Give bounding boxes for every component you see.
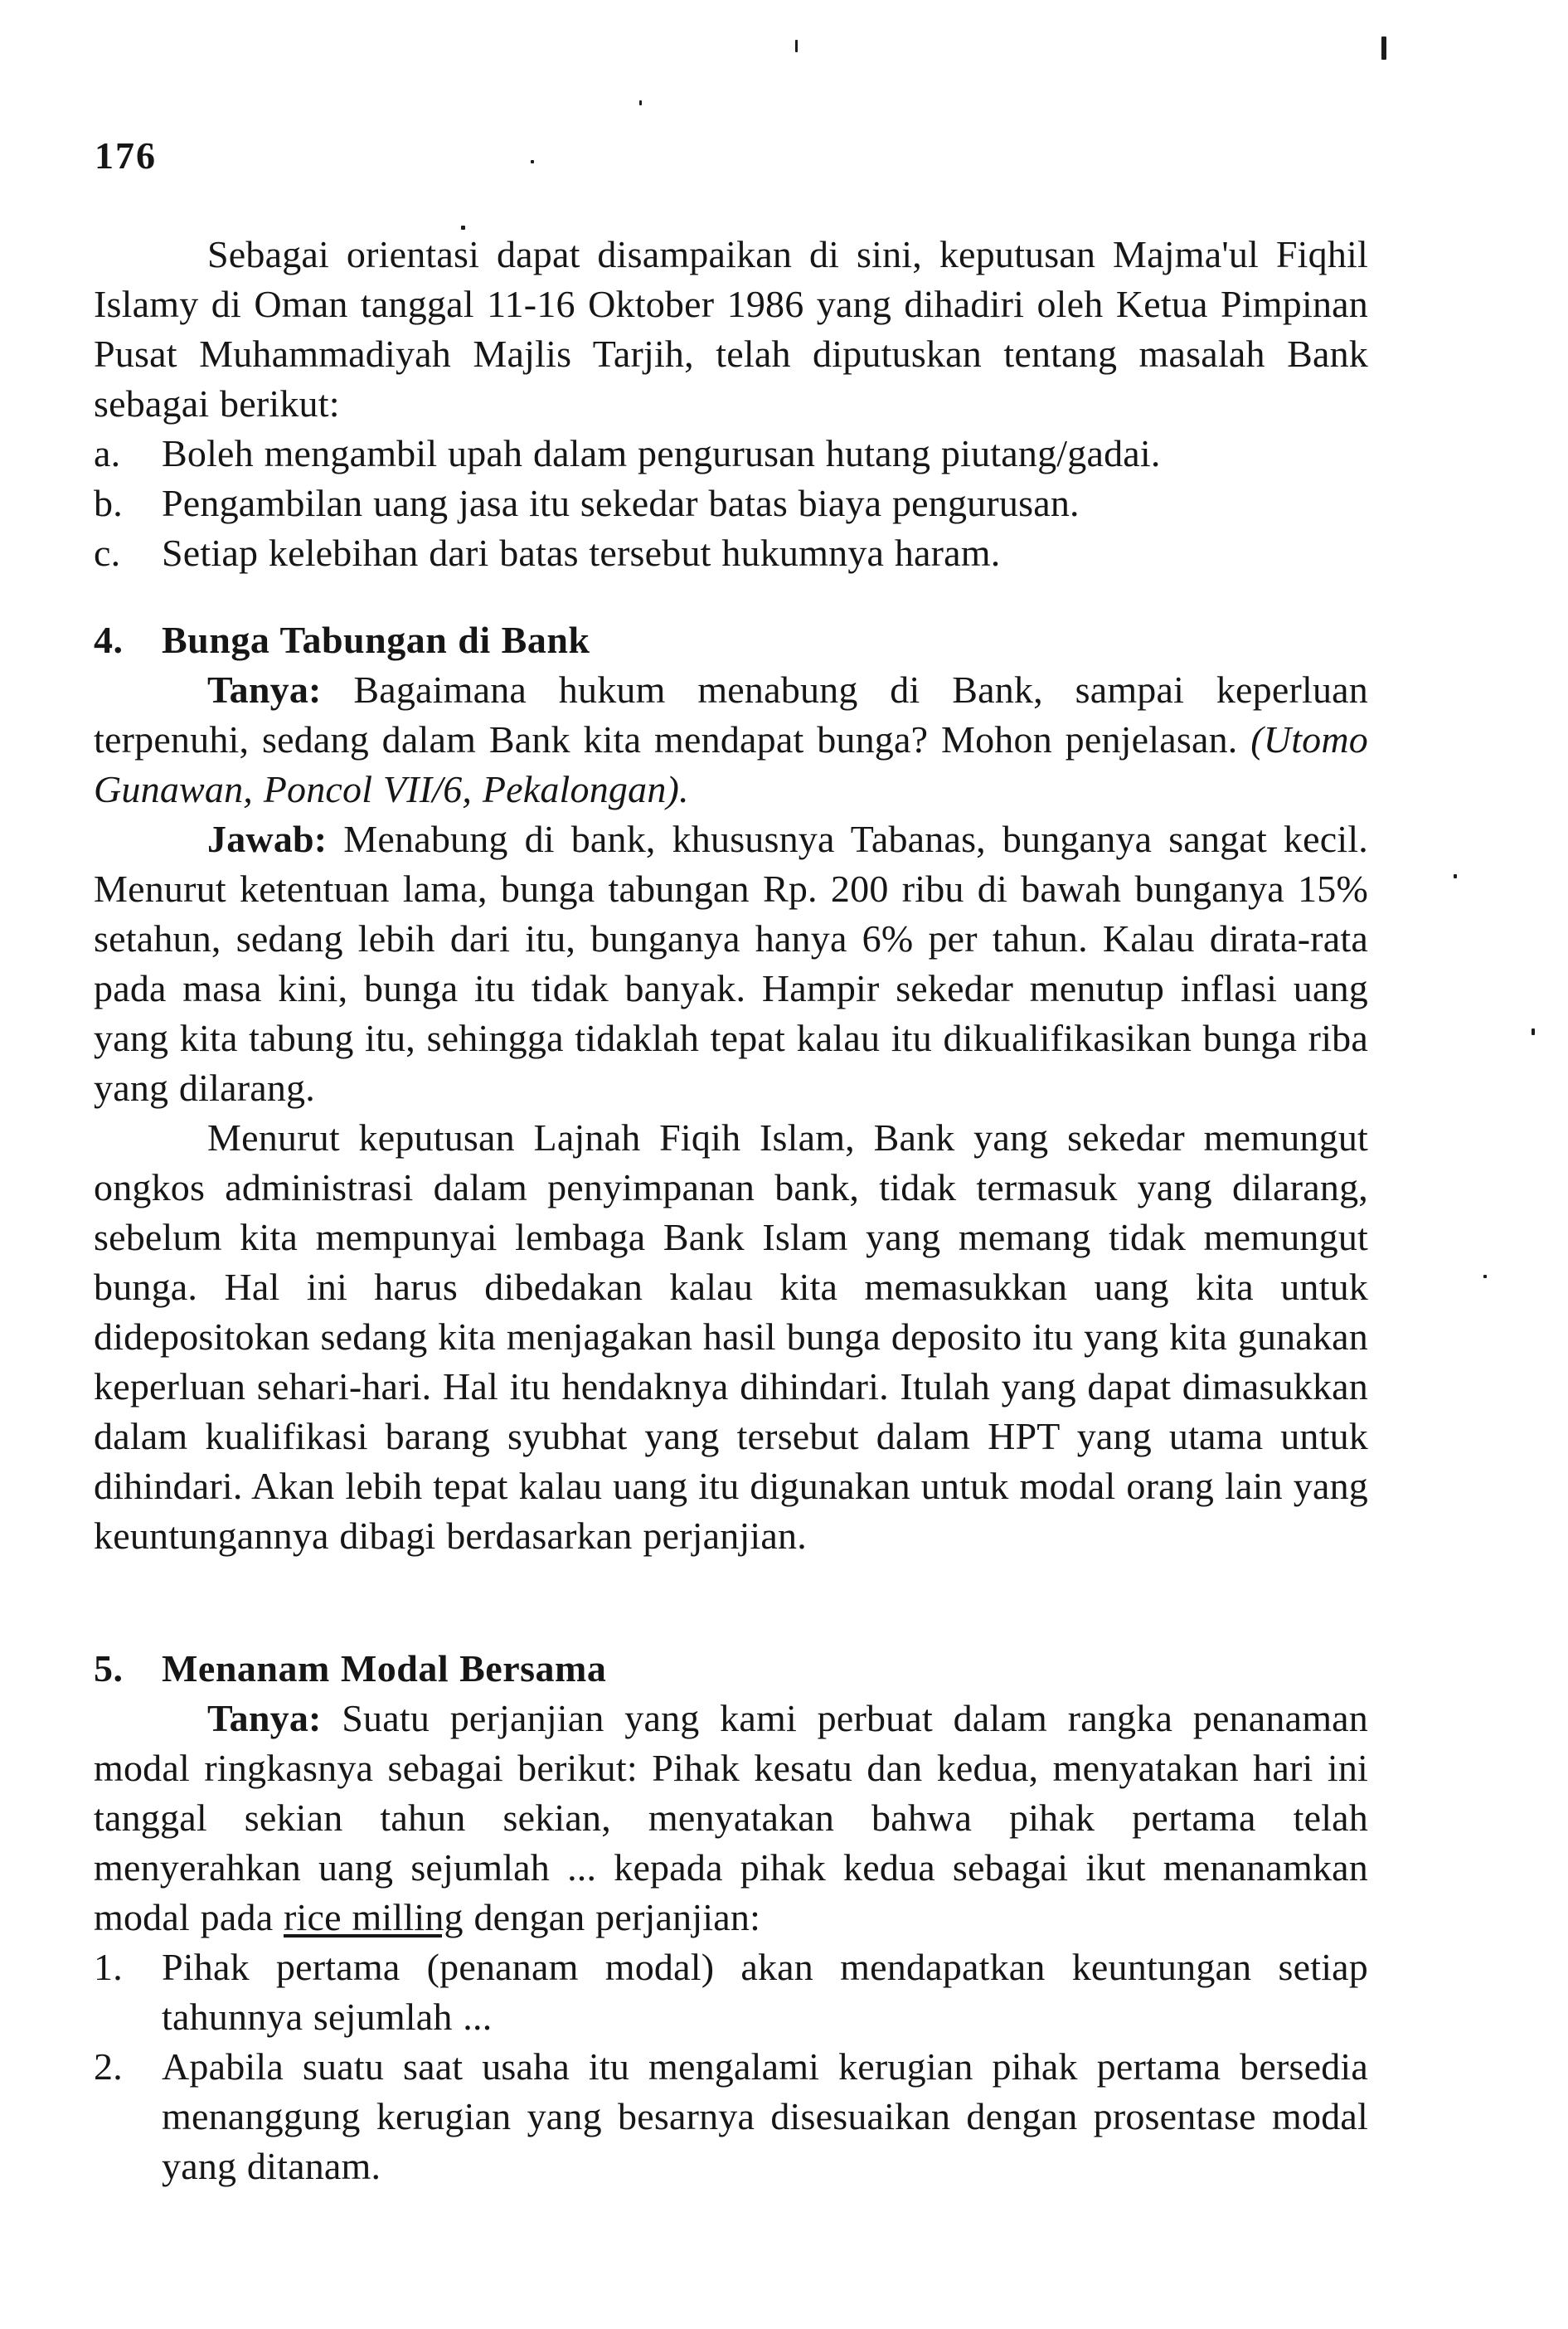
section-5-heading bbox=[94, 1644, 1368, 1694]
question-source: (Utomo Gunawan, Poncol VII/6, Pekalongan). bbox=[94, 718, 1368, 810]
section-title: Menanam Modal Bersama bbox=[162, 1647, 607, 1690]
question-text: Bagaimana hukum menabung di Bank, sampai keperluan terpenuhi, sedang dalam Bank kita mendapat bunga? Mohon penjelasan. bbox=[94, 669, 1368, 761]
question-text-after: dengan perjanjian: bbox=[463, 1896, 761, 1938]
page-number: 176 bbox=[95, 134, 157, 177]
agreement-item-2 bbox=[94, 2042, 1368, 2191]
underlined-term: rice milling bbox=[284, 1896, 464, 1938]
answer-label: Jawab: bbox=[207, 818, 328, 860]
section-4-heading bbox=[94, 615, 1368, 665]
question-label: Tanya: bbox=[207, 669, 322, 711]
scan-artifact bbox=[1381, 36, 1386, 60]
list-item-text: Pihak pertama (penanam modal) akan mendapatkan keuntungan setiap tahunnya sejumlah ... bbox=[162, 1946, 1368, 2038]
scan-artifact bbox=[1483, 1275, 1487, 1278]
ruling-item-a bbox=[94, 429, 1368, 479]
section-title: Bunga Tabungan di Bank bbox=[162, 619, 590, 661]
scan-artifact bbox=[1454, 874, 1457, 878]
list-item-text: Setiap kelebihan dari batas tersebut hukumnya haram. bbox=[162, 532, 1001, 574]
list-marker: 2. bbox=[94, 2045, 123, 2088]
list-item-text: Boleh mengambil upah dalam pengurusan hutang piutang/gadai. bbox=[162, 432, 1161, 474]
ruling-item-c bbox=[94, 528, 1368, 578]
scan-artifact bbox=[795, 40, 798, 52]
ruling-item-b bbox=[94, 479, 1368, 528]
scan-artifact bbox=[1532, 1028, 1535, 1035]
scan-artifact bbox=[531, 160, 534, 163]
intro-paragraph: Sebagai orientasi dapat disampaikan di sini, keputusan Majma'ul Fiqhil Islamy di Oman tanggal 11-16 Oktober 1986 yang dihadiri oleh Ketua Pimpinan Pusat Muhammadiyah Majlis Tarjih, telah diputuskan tentang masalah Bank sebagai berikut: bbox=[94, 233, 1368, 425]
answer-text: Menabung di bank, khususnya Tabanas, bunganya sangat kecil. Menurut ketentuan lama, bunga tabungan Rp. 200 ribu di bawah bunganya 15% setahun, sedang lebih dari itu, bunganya hanya 6% per tahun. Kalau dirata-rata pada masa kini, bunga itu tidak banyak. Hampir sekedar menutup inflasi uang yang kita tabung itu, sehingga tidaklah tepat kalau itu dikualifikasikan bunga riba yang dilarang. bbox=[94, 818, 1368, 1109]
page-body bbox=[94, 230, 1368, 2191]
agreement-item-1 bbox=[94, 1942, 1368, 2042]
list-marker: a. bbox=[94, 432, 121, 474]
section-number: 5. bbox=[94, 1647, 124, 1690]
list-item-text: Apabila suatu saat usaha itu mengalami kerugian pihak pertama bersedia menanggung kerugian yang besarnya disesuaikan dengan prosentase modal yang ditanam. bbox=[162, 2045, 1368, 2187]
section-4-answer-paragraph-2: Menurut keputusan Lajnah Fiqih Islam, Bank yang sekedar memungut ongkos administrasi dalam penyimpanan bank, tidak termasuk yang dilarang, sebelum kita mempunyai lembaga Bank Islam yang memang tidak memungut bunga. Hal ini harus dibedakan kalau kita memasukkan uang kita untuk didepositokan sedang kita menjagakan hasil bunga deposito itu yang kita gunakan keperluan sehari-hari. Hal itu hendaknya dihindari. Itulah yang dapat dimasukkan dalam kualifikasi barang syubhat yang tersebut dalam HPT yang utama untuk dihindari. Akan lebih tepat kalau uang itu digunakan untuk modal orang lain yang keuntungannya dibagi berdasarkan perjanjian. bbox=[94, 1116, 1368, 1557]
section-4-answer-paragraph bbox=[94, 814, 1368, 1113]
question-text: Suatu perjanjian yang kami perbuat dalam rangka penanaman modal ringkasnya sebagai berikut: Pihak kesatu dan kedua, menyatakan hari ini tanggal sekian tahun sekian, menyatakan bahwa pihak pertama telah menyerahkan uang sejumlah ... kepada pihak kedua sebagai ikut menanamkan modal pada bbox=[94, 1697, 1368, 1938]
section-5-question-paragraph bbox=[94, 1694, 1368, 1942]
list-marker: b. bbox=[94, 482, 123, 524]
section-number: 4. bbox=[94, 619, 124, 661]
section-4-question-paragraph bbox=[94, 665, 1368, 814]
scan-artifact bbox=[639, 100, 642, 105]
list-marker: 1. bbox=[94, 1946, 123, 1988]
list-marker: c. bbox=[94, 532, 121, 574]
question-label: Tanya: bbox=[207, 1697, 322, 1739]
list-item-text: Pengambilan uang jasa itu sekedar batas biaya pengurusan. bbox=[162, 482, 1080, 524]
